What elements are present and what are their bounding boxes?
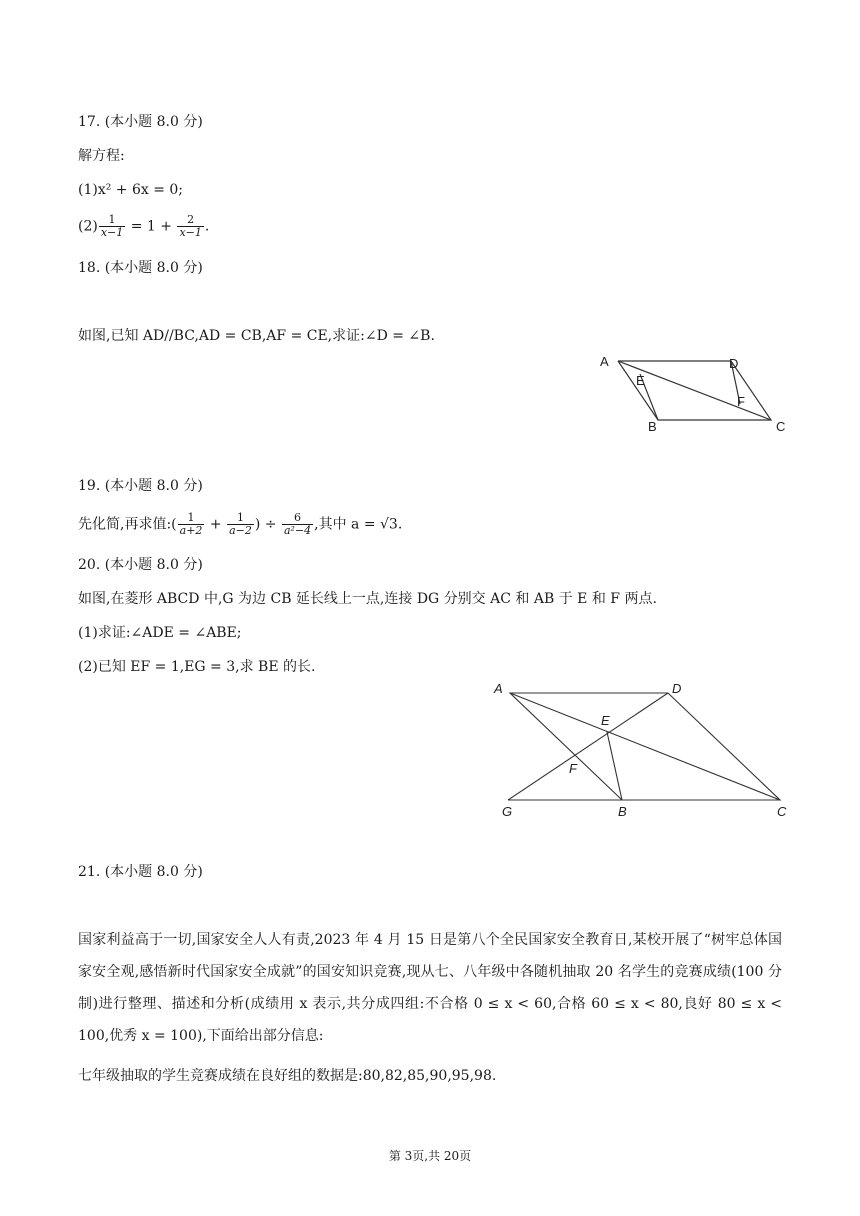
q19-frac1-num: 1 — [187, 511, 195, 524]
q17-frac2 — [177, 214, 203, 239]
q20-label-c: C — [777, 804, 787, 819]
q19-expression — [78, 512, 402, 537]
q18-label-b: B — [648, 419, 657, 434]
q20-label-a: A — [494, 681, 503, 696]
q18-line-ac — [618, 361, 771, 420]
q20-label-g: G — [502, 804, 513, 819]
q17-frac1-den: x−1 — [100, 226, 124, 239]
q18-label-d: D — [729, 356, 739, 371]
q19-frac3-num: 6 — [294, 511, 302, 524]
q20-text: 如图,在菱形 ABCD 中,G 为边 CB 延长线上一点,连接 DG 分别交 AC 和 AB 于 E 和 F 两点. — [78, 591, 657, 607]
q17-frac1-num: 1 — [108, 213, 116, 226]
q18-label-c: C — [776, 419, 786, 434]
q20-part2: (2)已知 EF = 1,EG = 3,求 BE 的长. — [78, 659, 316, 675]
q20-figure — [490, 676, 800, 824]
q19-prefix: 先化简,再求值:( — [78, 516, 177, 533]
q20-header: 20. (本小题 8.0 分) — [78, 557, 203, 573]
q20-label-b: B — [618, 804, 627, 819]
q17-part2-mid: = 1 + — [126, 218, 177, 235]
q19-frac3 — [282, 512, 313, 537]
q19-div: ) ÷ — [254, 516, 281, 533]
q17-part2 — [78, 214, 209, 239]
q19-frac2 — [227, 512, 254, 537]
q19-suffix: ,其中 a = √3. — [314, 516, 403, 533]
q18-label-a: A — [600, 354, 609, 369]
q20-line-ac — [510, 693, 780, 800]
q19-frac2-den: a−2 — [229, 524, 252, 537]
q19-plus: + — [205, 516, 227, 533]
q19-frac1-den: a+2 — [179, 524, 203, 537]
q19-header: 19. (本小题 8.0 分) — [78, 478, 203, 494]
q20-line-be — [607, 732, 622, 800]
q20-label-f: F — [569, 761, 577, 776]
q17-header: 17. (本小题 8.0 分) — [78, 114, 203, 130]
q18-figure — [596, 350, 796, 436]
q20-label-e: E — [601, 713, 610, 728]
q19-frac3-den: a²−4 — [283, 524, 312, 537]
q21-paragraph: 国家利益高于一切,国家安全人人有责,2023 年 4 月 15 日是第八个全民国家安全教育日,某校开展了“树牢总体国家安全观,感悟新时代国家安全成就”的国安知识竞赛,现从七、八年级中各随机抽取 20 名学生的竞赛成绩(100 分制)进行整理、描述和分析(成绩用 x 表示,共分成四组:不合格 0 ≤ x < 60,合格 60 ≤ x < 80,良好 80 ≤ x < 100,优秀 x = 100),下面给出部分信息: — [78, 932, 782, 1044]
page-footer: 第 3页,共 20页 — [388, 1149, 472, 1163]
q20-part1: (1)求证:∠ADE = ∠ABE; — [78, 625, 242, 641]
q19-frac1 — [178, 512, 205, 537]
q17-frac2-num: 2 — [187, 213, 195, 226]
q21-data-line: 七年级抽取的学生竞赛成绩在良好组的数据是:80,82,85,90,95,98. — [78, 1068, 497, 1084]
q18-label-f: F — [737, 394, 745, 409]
q18-label-e: E — [636, 373, 645, 388]
q18-text: 如图,已知 AD//BC,AD = CB,AF = CE,求证:∠D = ∠B. — [78, 328, 435, 344]
q17-part2-end: . — [204, 218, 210, 235]
q18-header: 18. (本小题 8.0 分) — [78, 260, 203, 276]
q17-part1: (1)x² + 6x = 0; — [78, 182, 184, 198]
q19-frac2-num: 1 — [236, 511, 244, 524]
q17-part2-prefix: (2) — [78, 218, 98, 235]
q17-instruction: 解方程: — [78, 148, 125, 164]
q17-frac1 — [99, 214, 125, 239]
q21-header: 21. (本小题 8.0 分) — [78, 864, 203, 880]
q17-frac2-den: x−1 — [179, 226, 202, 239]
q20-label-d: D — [672, 681, 682, 696]
